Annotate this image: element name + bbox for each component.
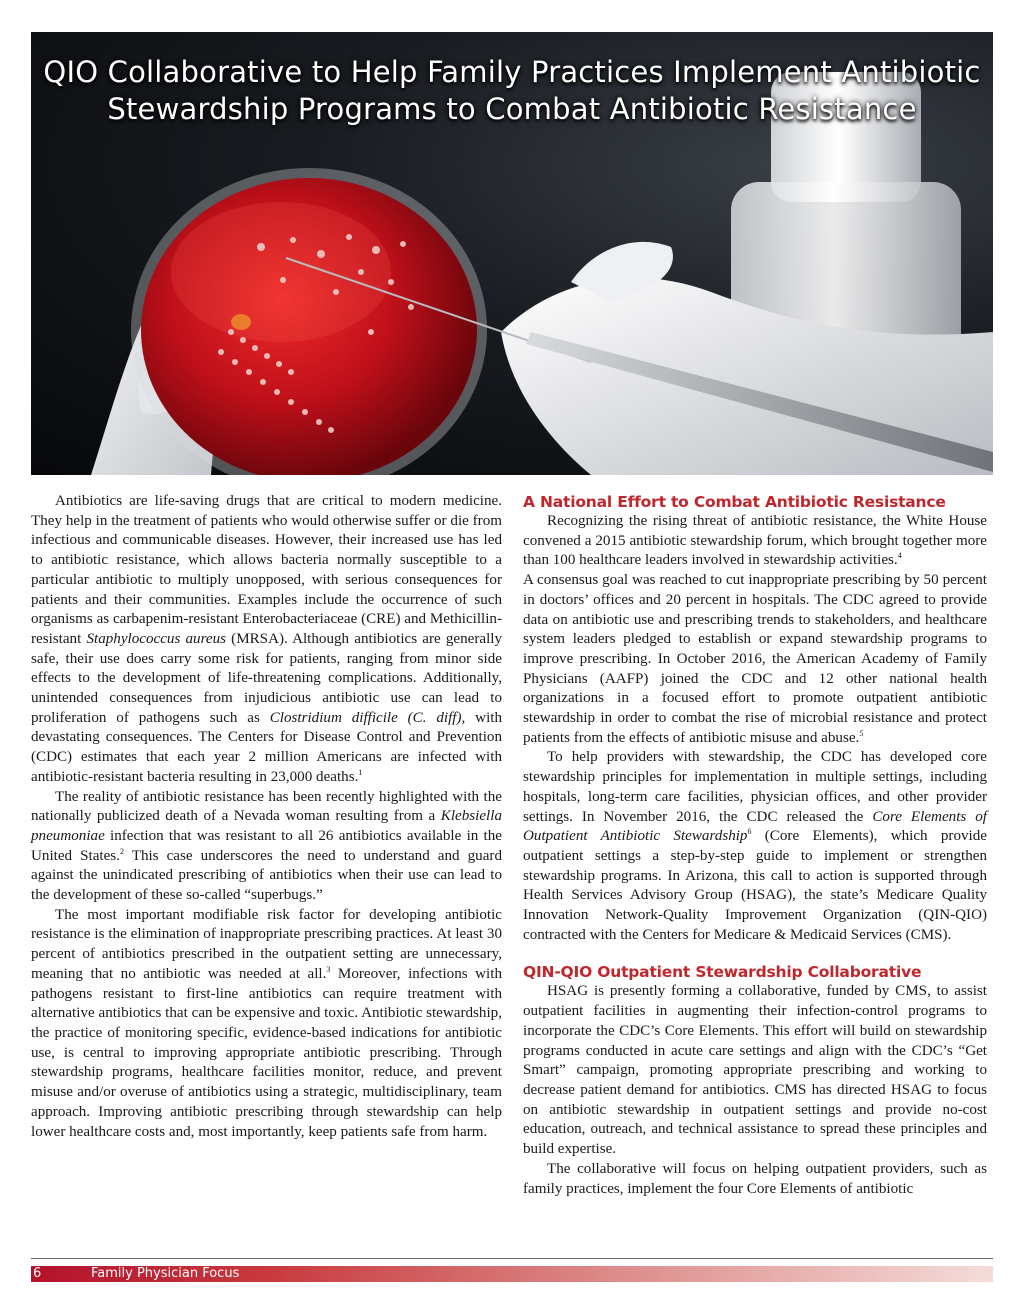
right-paragraph-5: The collaborative will focus on helping outpatient providers, such as family practices, implement the four Core Elements of antibiotic (523, 1160, 987, 1197)
footnote-ref-4: 4 (897, 551, 902, 561)
publication-name: Family Physician Focus (91, 1266, 240, 1281)
hero-photo (31, 32, 993, 475)
footer-bar (31, 1266, 993, 1282)
article-title (31, 54, 993, 128)
right-paragraph-3: To help providers with stewardship, the CDC has developed core stewardship principles for implementation in multiple settings, including hospitals, long-term care facilities, physician offices, and other provider settings. In November 2016, the CDC released the Core Elements of Outpatient Antibiotic Stewardship$^6$ (Core Elements), which provide outpatient settings a step-by-step guide to implement or strengthen stewardship programs. In Arizona, this call to action is supported through Health Services Advisory Group (HSAG), the state’s Medicare Quality Innovation Network-Quality Improvement Organization (QIN-QIO) contracted with the Centers for Medicare & Medicaid Services (CMS). (523, 749, 987, 943)
right-paragraph-4: HSAG is presently forming a collaborative, funded by CMS, to assist outpatient facilities in augmenting their infection-control programs to incorporate the CDC’s Core Elements. This effort will build on stewardship programs conducted in acute care settings and align with the CDC’s “Get Smart” campaign, promoting appropriate prescribing and working to decrease patient demand for antibiotics. CMS has directed HSAG to focus on antibiotic stewardship in outpatient settings and provide no-cost education, outreach, and technical assistance to spread these principles and build expertise. (523, 983, 987, 1158)
left-paragraph-1: Antibiotics are life-saving drugs that are critical to modern medicine. They help in the treatment of patients who would otherwise suffer or die from infectious and communicable diseases. However, their increased use has led to antibiotic resistance, which allows bacteria normally susceptible to a particular antibiotic to multiply unopposed, with serious consequences for patients and their communities. Examples include the occurrence of such organisms as carbapenim-resistant Enterobacteriaceae (CRE) and Methicillin-resistant Staphylococcus aureus (MRSA). Although antibiotics are generally safe, their use does carry some risk for patients, ranging from minor side effects to the development of life-threatening complications. Additionally, unintended consequences from injudicious antibiotic use can lead to proliferation of pathogens such as Clostridium difficile (C. diff), with devastating consequences. The Centers for Disease Control and Prevention (CDC) estimates that each year 2 million Americans are infected with antibiotic-resistant bacteria resulting in 23,000 deaths.$^1$ (31, 493, 503, 785)
footnote-ref-5: 5 (859, 728, 864, 738)
page-number: 6 (33, 1266, 42, 1281)
left-column (31, 492, 502, 1142)
article-title-line-2: Stewardship Programs to Combat Antibiotic Resistance (107, 92, 917, 126)
footnote-ref-1: 1 (358, 767, 363, 777)
petri-dish-shape (131, 168, 487, 475)
footnote-ref-3: 3 (326, 964, 331, 974)
right-paragraph-1: Recognizing the rising threat of antibiotic resistance, the White House convened a 2015 antibiotic stewardship forum, which brought together more than 100 healthcare leaders involved in stewardship activities.$^4$ (523, 513, 987, 569)
section-heading-national-effort: A National Effort to Combat Antibiotic Resistance (523, 493, 946, 511)
right-paragraph-2: A consensus goal was reached to cut inappropriate prescribing by 50 percent in doctors’ offices and 20 percent in hospitals. The CDC agreed to provide data on antibiotic use and prescribing trends to stakeholders, and healthcare system leaders pledged to establish or expand stewardship programs to improve prescribing. In October 2016, the American Academy of Family Physicians (AAFP) joined the CDC and 12 other national health organizations in a focused effort to promote outpatient antibiotic stewardship in order to combat the rise of microbial resistance and protect patients from the effects of antibiotic misuse and abuse.$^5$ (523, 572, 987, 746)
left-paragraph-2: The reality of antibiotic resistance has been recently highlighted with the nationally publicized death of a Nevada woman resulting from a Klebsiella pneumoniae infection that was resistant to all 26 antibiotics available in the United States.$^2$ This case underscores the need to understand and guard against the unindicated prescribing of antibiotics when their use can lead to the development of these so-called “superbugs.” (31, 788, 502, 904)
footnote-ref-2: 2 (119, 846, 124, 856)
left-paragraph-3: The most important modifiable risk factor for developing antibiotic resistance is the elimination of inappropriate prescribing practices. At least 30 percent of antibiotics prescribed in the outpatient setting are unnecessary, meaning that no antibiotic was needed at all.$^3$ Moreover, infections with pathogens resistant to first-line antibiotics can require treatment with alternative antibiotics that can be expensive and toxic. Antibiotic stewardship, the practice of monitoring specific, evidence-based indications for antibiotic use, is central to improving appropriate antibiotic prescribing. Through stewardship programs, healthcare facilities monitor, reduce, and prevent misuse and/or overuse of antibiotics using a strategic, multidisciplinary, team approach. Improving antibiotic prescribing through stewardship can help lower healthcare costs and, most importantly, keep patients safe from harm. (31, 906, 502, 1140)
right-column (523, 492, 987, 1199)
footer-divider (31, 1258, 993, 1259)
article-title-line-1: QIO Collaborative to Help Family Practices Implement Antibiotic (43, 55, 981, 89)
section-heading-collaborative: QIN-QIO Outpatient Stewardship Collaborative (523, 963, 922, 982)
footnote-ref-6: 6 (747, 827, 752, 837)
